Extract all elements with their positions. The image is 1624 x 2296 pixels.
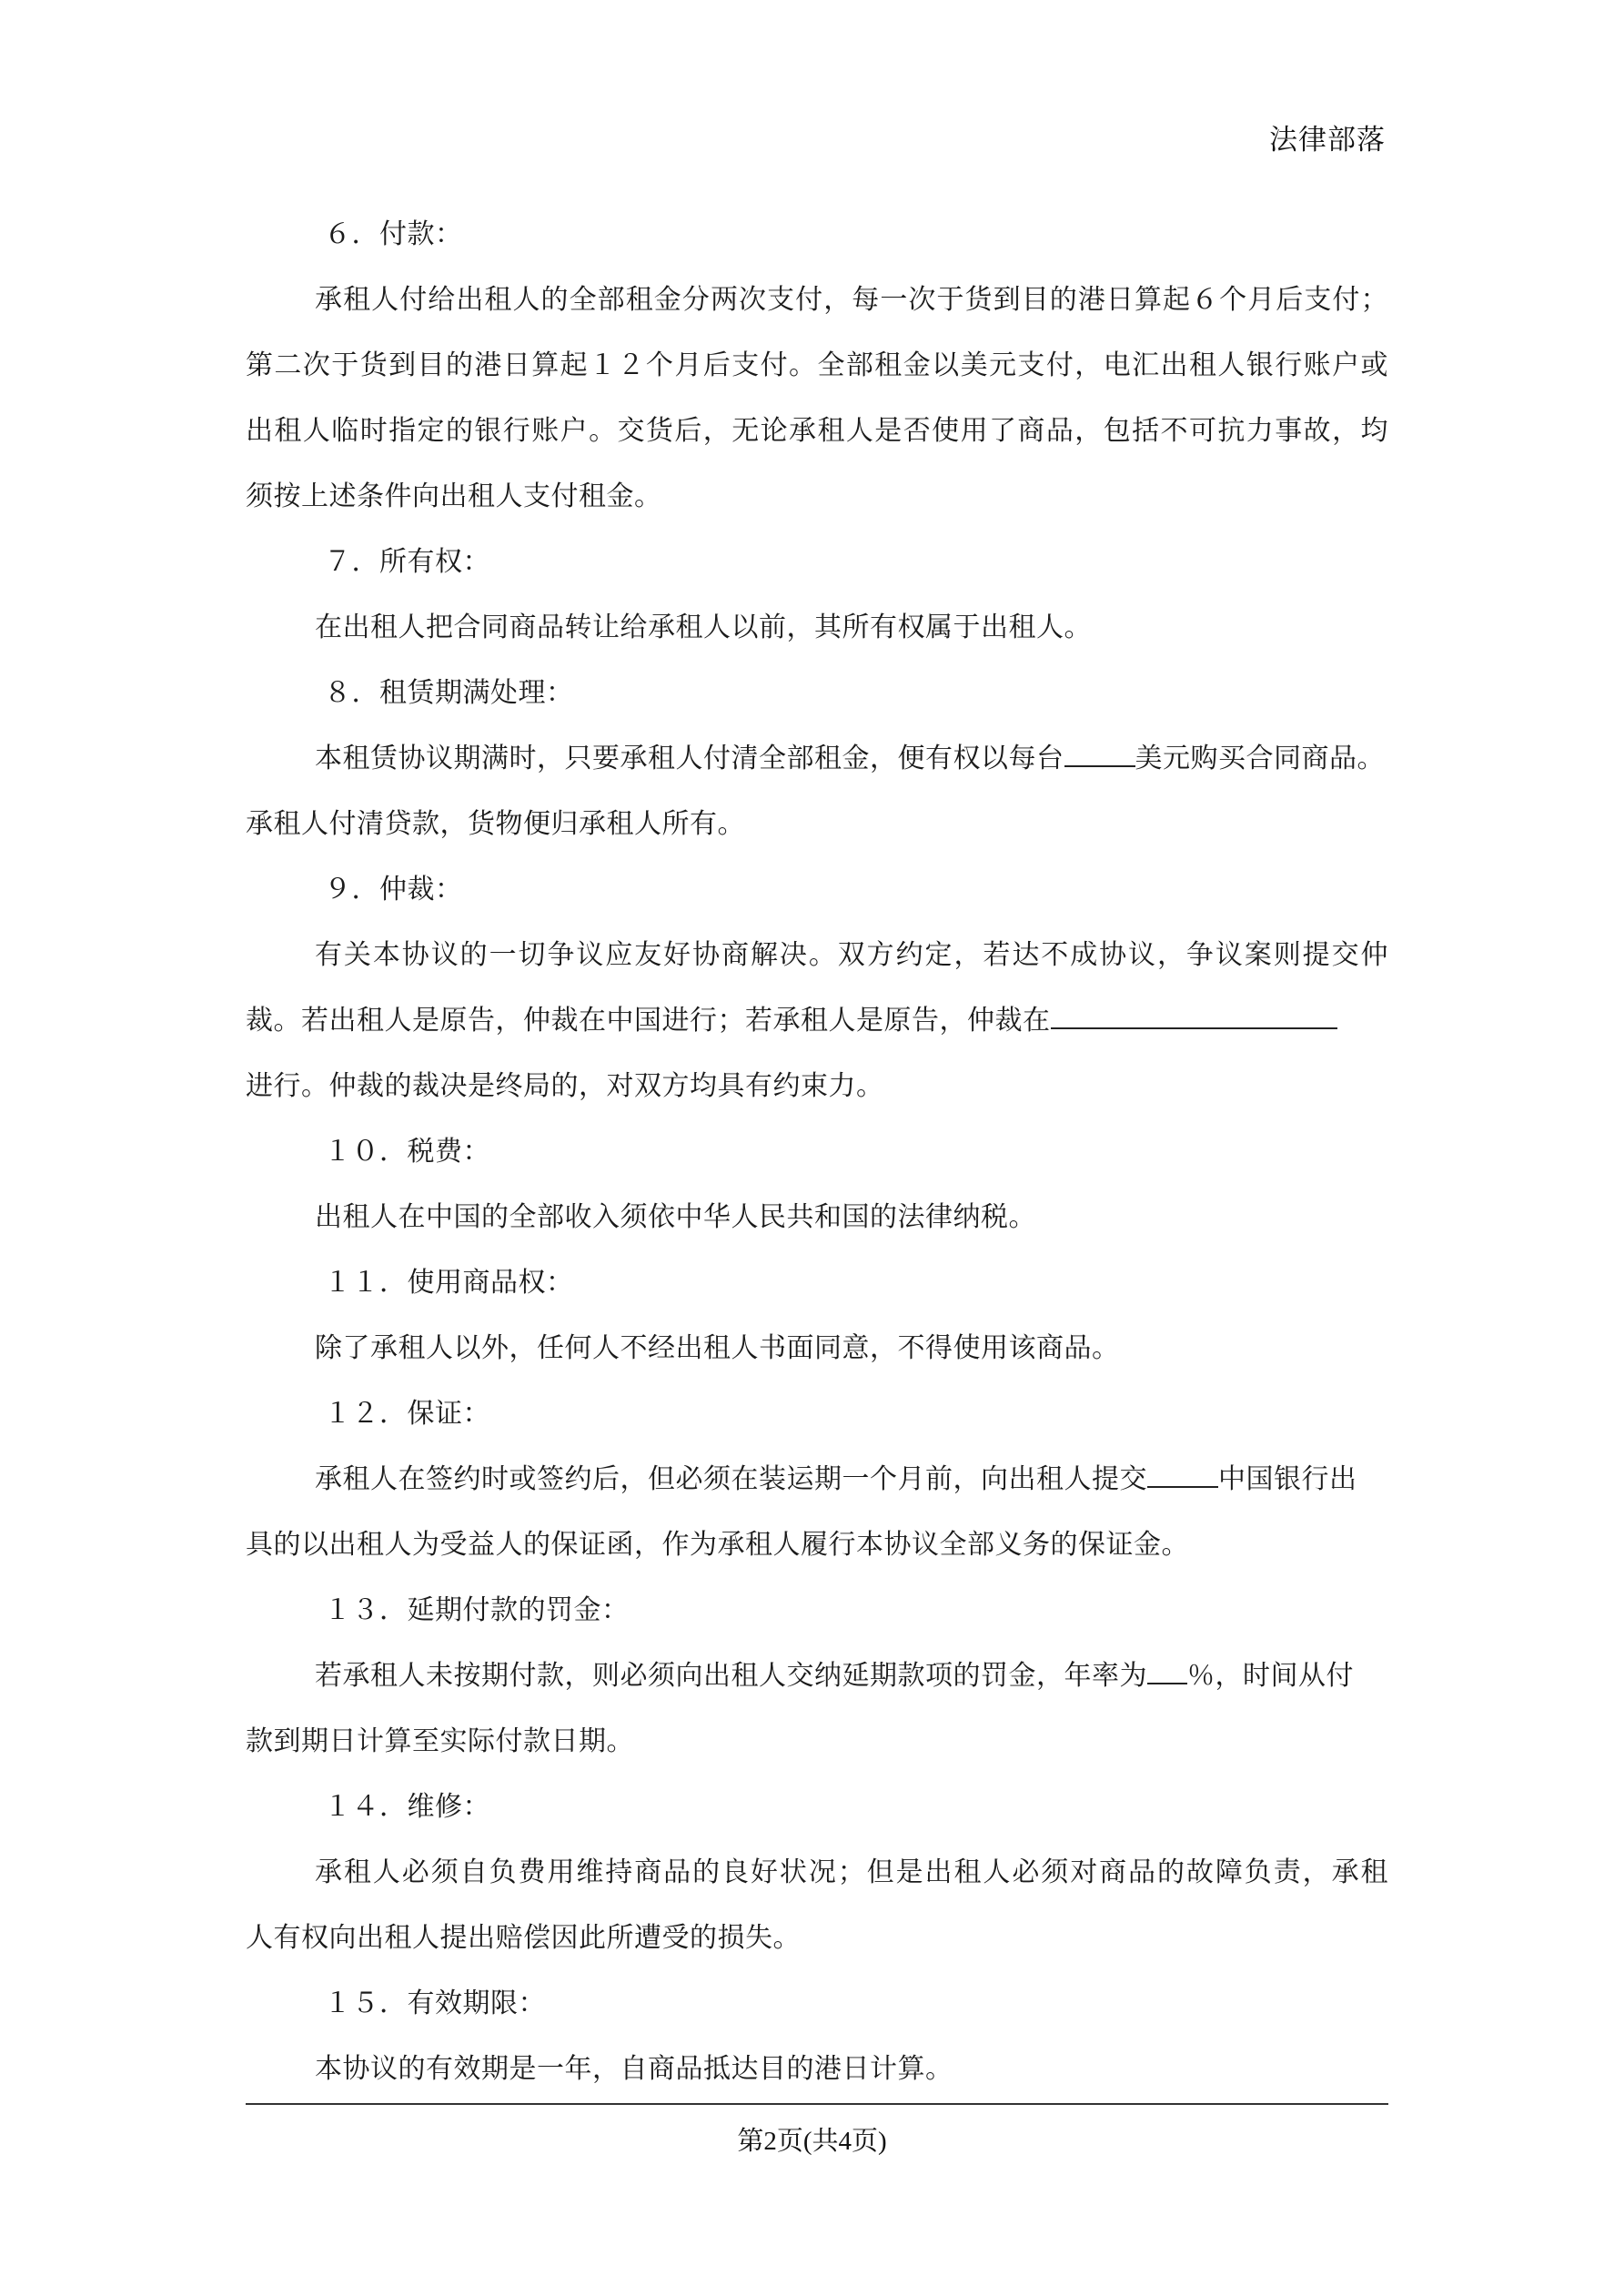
section-heading-late-penalty: １３．延期付款的罚金： xyxy=(324,1594,630,1626)
paragraph-line xyxy=(246,1447,1388,1512)
header-brand: 法律部落 xyxy=(1269,124,1386,157)
section-heading-ownership: ７．所有权： xyxy=(324,546,490,578)
paragraph-text: 本租赁协议期满时，只要承租人付清全部租金，便有权以每台 xyxy=(315,743,1064,774)
section-heading-lease-expiry: ８．租赁期满处理： xyxy=(324,677,574,709)
paragraph-text: 若承租人未按期付款，则必须向出租人交纳延期款项的罚金，年率为 xyxy=(315,1660,1147,1692)
document-body xyxy=(246,202,1388,2102)
paragraph-line xyxy=(246,726,1388,792)
paragraph-line xyxy=(246,988,1388,1054)
paragraph-line: 具的以出租人为受益人的保证函，作为承租人履行本协议全部义务的保证金。 xyxy=(246,1529,1189,1561)
paragraph-text: 中国银行出 xyxy=(1218,1463,1357,1495)
blank-fill-line xyxy=(1147,1682,1187,1684)
paragraph-line: 须按上述条件向出租人支付租金。 xyxy=(246,480,662,512)
paragraph-line: 出租人在中国的全部收入须依中华人民共和国的法律纳税。 xyxy=(315,1201,1036,1233)
section-heading-usage-rights: １１．使用商品权： xyxy=(324,1267,574,1299)
section-heading-validity: １５．有效期限： xyxy=(324,1988,546,2019)
paragraph-line: 第二次于货到目的港日算起１２个月后支付。全部租金以美元支付，电汇出租人银行账户或 xyxy=(246,349,1388,381)
paragraph-line: 有关本协议的一切争议应友好协商解决。双方约定，若达不成协议，争议案则提交仲 xyxy=(315,939,1388,971)
section-heading-guarantee: １２．保证： xyxy=(324,1398,490,1430)
paragraph-line: 出租人临时指定的银行账户。交货后，无论承租人是否使用了商品，包括不可抗力事故，均 xyxy=(246,415,1388,447)
paragraph-line: 承租人付清贷款，货物便归承租人所有。 xyxy=(246,808,745,840)
paragraph-text: 美元购买合同商品。 xyxy=(1135,743,1385,774)
paragraph-text: ％，时间从付 xyxy=(1187,1660,1354,1692)
paragraph-line: 在出租人把合同商品转让给承租人以前，其所有权属于出租人。 xyxy=(315,612,1092,643)
paragraph-line: 承租人必须自负费用维持商品的良好状况；但是出租人必须对商品的故障负责，承租 xyxy=(315,1856,1388,1888)
paragraph-text: 承租人在签约时或签约后，但必须在装运期一个月前，向出租人提交 xyxy=(315,1463,1147,1495)
footer-divider xyxy=(246,2103,1388,2105)
paragraph-line: 本协议的有效期是一年，自商品抵达目的港日计算。 xyxy=(315,2053,953,2085)
blank-fill-line xyxy=(1051,1027,1337,1029)
page-number: 第2页(共4页) xyxy=(737,2127,887,2156)
section-heading-arbitration: ９．仲裁： xyxy=(324,874,463,905)
section-heading-taxes: １０．税费： xyxy=(324,1136,490,1168)
section-heading-payment: ６．付款： xyxy=(324,218,463,250)
blank-fill-line xyxy=(1147,1485,1218,1488)
blank-fill-line xyxy=(1064,764,1135,767)
section-heading-maintenance: １４．维修： xyxy=(324,1791,490,1823)
paragraph-line xyxy=(246,1644,1388,1709)
paragraph-text: 裁。若出租人是原告，仲裁在中国进行；若承租人是原告，仲裁在 xyxy=(246,1005,1051,1037)
paragraph-line: 进行。仲裁的裁决是终局的，对双方均具有约束力。 xyxy=(246,1070,884,1102)
paragraph-line: 人有权向出租人提出赔偿因此所遭受的损失。 xyxy=(246,1922,801,1954)
paragraph-line: 款到期日计算至实际付款日期。 xyxy=(246,1725,634,1757)
paragraph-line: 承租人付给出租人的全部租金分两次支付，每一次于货到目的港日算起６个月后支付； xyxy=(315,284,1388,316)
paragraph-line: 除了承租人以外，任何人不经出租人书面同意，不得使用该商品。 xyxy=(315,1332,1120,1364)
